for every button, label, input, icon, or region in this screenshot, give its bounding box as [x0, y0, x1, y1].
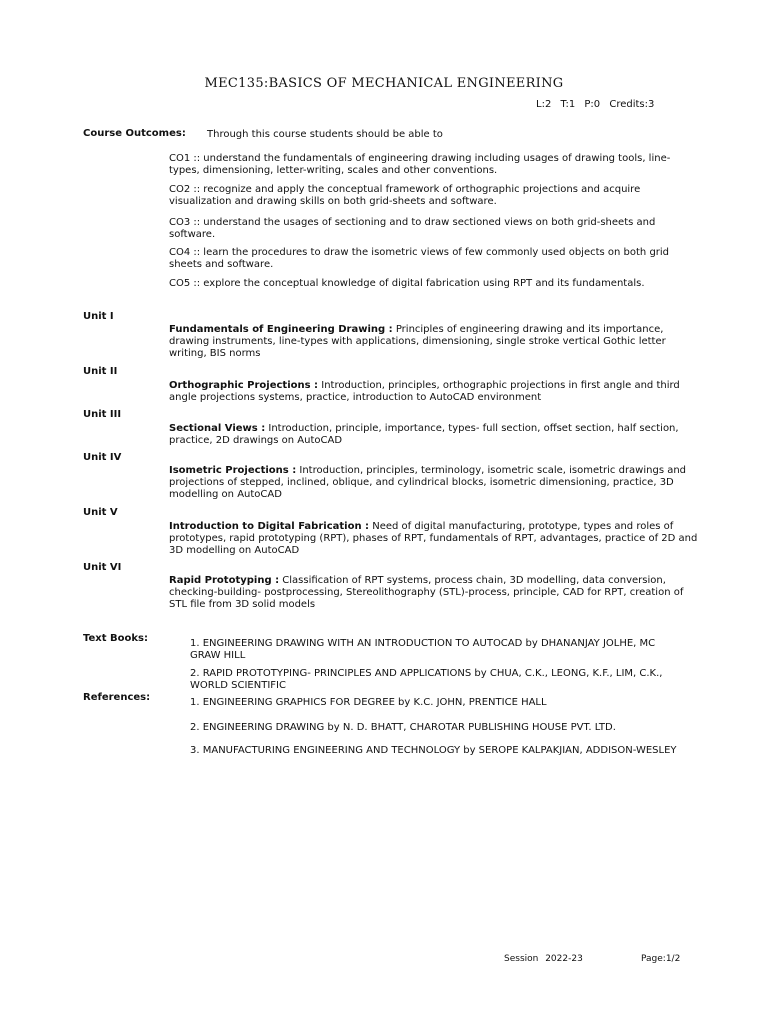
unit-3-text: Introduction, principle, importance, types- full section, offset section, half section, practice, 2D drawings on AutoCAD: [169, 423, 679, 446]
unit-6-heading: Rapid Prototyping :: [169, 575, 280, 586]
unit-2-text: Introduction, principles, orthographic projections in first angle and third angle projections systems, practice, introduction to AutoCAD environment: [169, 380, 680, 403]
course-outcomes-intro: Through this course students should be able to: [207, 129, 443, 140]
text-book-2: 2. RAPID PROTOTYPING- PRINCIPLES AND APPLICATIONS by CHUA, C.K., LEONG, K.F., LIM, C.K., WORLD SCIENTIFIC: [190, 668, 663, 691]
unit-3-content: [169, 423, 701, 447]
page-title: MEC135:BASICS OF MECHANICAL ENGINEERING: [204, 76, 564, 91]
unit-2-heading: Orthographic Projections :: [169, 380, 319, 391]
co-item-3: CO3 :: understand the usages of sectioning and to draw sectioned views on both grid-sheets and software.: [169, 217, 656, 240]
reference-3: 3. MANUFACTURING ENGINEERING AND TECHNOLOGY by SEROPE KALPAKJIAN, ADDISON-WESLEY: [190, 745, 677, 756]
text-book-1: 1. ENGINEERING DRAWING WITH AN INTRODUCTION TO AUTOCAD by DHANANJAY JOLHE, MC GRAW HILL: [190, 638, 656, 661]
page-number: Page:1/2: [641, 954, 681, 964]
reference-2: 2. ENGINEERING DRAWING by N. D. BHATT, CHAROTAR PUBLISHING HOUSE PVT. LTD.: [190, 722, 616, 733]
unit-5-content: [169, 521, 701, 557]
unit-1-heading: Fundamentals of Engineering Drawing :: [169, 324, 393, 335]
co-item-5: CO5 :: explore the conceptual knowledge of digital fabrication using RPT and its fundamentals.: [169, 278, 645, 289]
course-outcomes-label: Course Outcomes:: [83, 128, 186, 139]
unit-6-text: Classification of RPT systems, process chain, 3D modelling, data conversion, checking-building- postprocessing, Stereolithography (STL)-process, principle, CAD for RPT, creation of STL file from 3D solid models: [169, 575, 684, 610]
unit-4-text: Introduction, principles, terminology, isometric scale, isometric drawings and projections of stepped, inclined, oblique, and cylindrical blocks, isometric dimensioning, practice, 3D modelling on AutoCAD: [169, 465, 687, 500]
reference-1: 1. ENGINEERING GRAPHICS FOR DEGREE by K.C. JOHN, PRENTICE HALL: [190, 697, 547, 708]
unit-2-content: [169, 380, 701, 404]
unit-5-heading: Introduction to Digital Fabrication :: [169, 521, 370, 532]
co-item-2: CO2 :: recognize and apply the conceptual framework of orthographic projections and acquire visualization and drawing skills on both grid-sheets and software.: [169, 184, 641, 207]
unit-3-heading: Sectional Views :: [169, 423, 266, 434]
unit-4-content: [169, 465, 701, 501]
unit-4-label: Unit IV: [83, 452, 122, 463]
text-books-label: Text Books:: [83, 633, 148, 644]
unit-1-label: Unit I: [83, 311, 114, 322]
unit-5-label: Unit V: [83, 507, 118, 518]
unit-4-heading: Isometric Projections :: [169, 465, 297, 476]
unit-6-label: Unit VI: [83, 562, 122, 573]
unit-5-text: Need of digital manufacturing, prototype, types and roles of prototypes, rapid prototyping (RPT), phases of RPT, fundamentals of RPT, advantages, practice of 2D and 3D modelling on AutoCAD: [169, 521, 698, 556]
unit-1-text: Principles of engineering drawing and its importance, drawing instruments, line-types with applications, dimensioning, single stroke vertical Gothic letter writing, BIS norms: [169, 324, 666, 359]
unit-1-content: [169, 324, 701, 360]
co-item-1: CO1 :: understand the fundamentals of engineering drawing including usages of drawing tools, line-types, dimensioning, letter-writing, scales and other conventions.: [169, 153, 671, 176]
unit-6-content: [169, 575, 701, 611]
unit-2-label: Unit II: [83, 366, 118, 377]
references-label: References:: [83, 692, 151, 703]
credits-line: L:2 T:1 P:0 Credits:3: [536, 99, 655, 110]
co-item-4: CO4 :: learn the procedures to draw the isometric views of few commonly used objects on both grid sheets and software.: [169, 247, 670, 270]
unit-3-label: Unit III: [83, 409, 122, 420]
session-label: Session 2022-23: [504, 954, 583, 964]
